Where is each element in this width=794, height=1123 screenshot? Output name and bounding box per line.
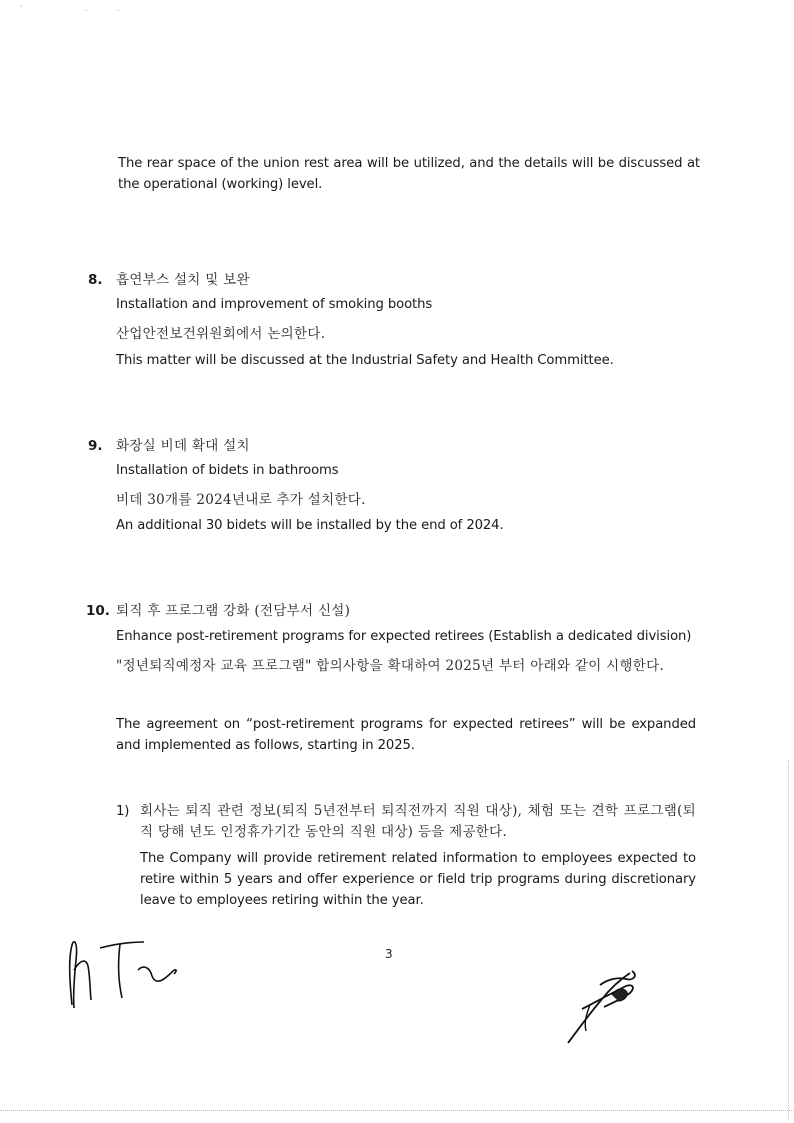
item-8-title-ko: 흡연부스 설치 및 보완 [116,272,250,288]
item-8-body-ko: 산업안전보건위원회에서 논의한다. [116,326,326,342]
item-10-title-en: Enhance post-retirement programs for expected retirees (Establish a dedicated division) [116,629,692,644]
subitem-1-marker: 1) [116,804,130,819]
item-10-body-en: The agreement on “post-retirement programs for expected retirees” will be expanded and implemented as follows, starting in 2025. [116,717,696,753]
item-8-number: 8. [88,272,103,288]
item-9-body-en: An additional 30 bidets will be installed by the end of 2024. [116,518,504,533]
item-10-title-ko: 퇴직 후 프로그램 강화 (전담부서 신설) [116,603,351,619]
intro-paragraph: The rear space of the union rest area will be utilized, and the details will be discussed at the operational (working) level. [118,156,700,192]
item-9-body-ko: 비데 30개를 2024년내로 추가 설치한다. [116,492,366,508]
subitem-1-text-en: The Company will provide retirement related information to employees expected to retire within 5 years and offer experience or field trip programs during discretionary leave to employees retiring within the year. [140,851,696,908]
page-number: 3 [385,947,393,961]
item-9-title-ko: 화장실 비데 확대 설치 [116,438,250,454]
item-10-body-ko: "정년퇴직예정자 교육 프로그램" 합의사항을 확대하여 2025년 부터 아래와 같이 시행한다. [116,658,665,674]
item-10-number: 10. [86,603,110,619]
item-8-title-en: Installation and improvement of smoking booths [116,297,433,312]
item-9-number: 9. [88,438,103,454]
item-9-title-en: Installation of bidets in bathrooms [116,463,339,478]
item-8-body-en: This matter will be discussed at the Industrial Safety and Health Committee. [116,353,614,368]
scan-bottom-dots [0,1110,794,1117]
scan-corner-mark: ' .. [20,4,150,13]
right-signature [560,965,650,1050]
left-signature [60,930,190,1015]
scan-edge-line [788,760,791,1120]
subitem-1-text-ko: 회사는 퇴직 관련 정보(퇴직 5년전부터 퇴직전까지 직원 대상), 체험 또는 견학 프로그램(퇴직 당해 년도 인정휴가기간 동안의 직원 대상) 등을 제공한다. [140,803,696,840]
